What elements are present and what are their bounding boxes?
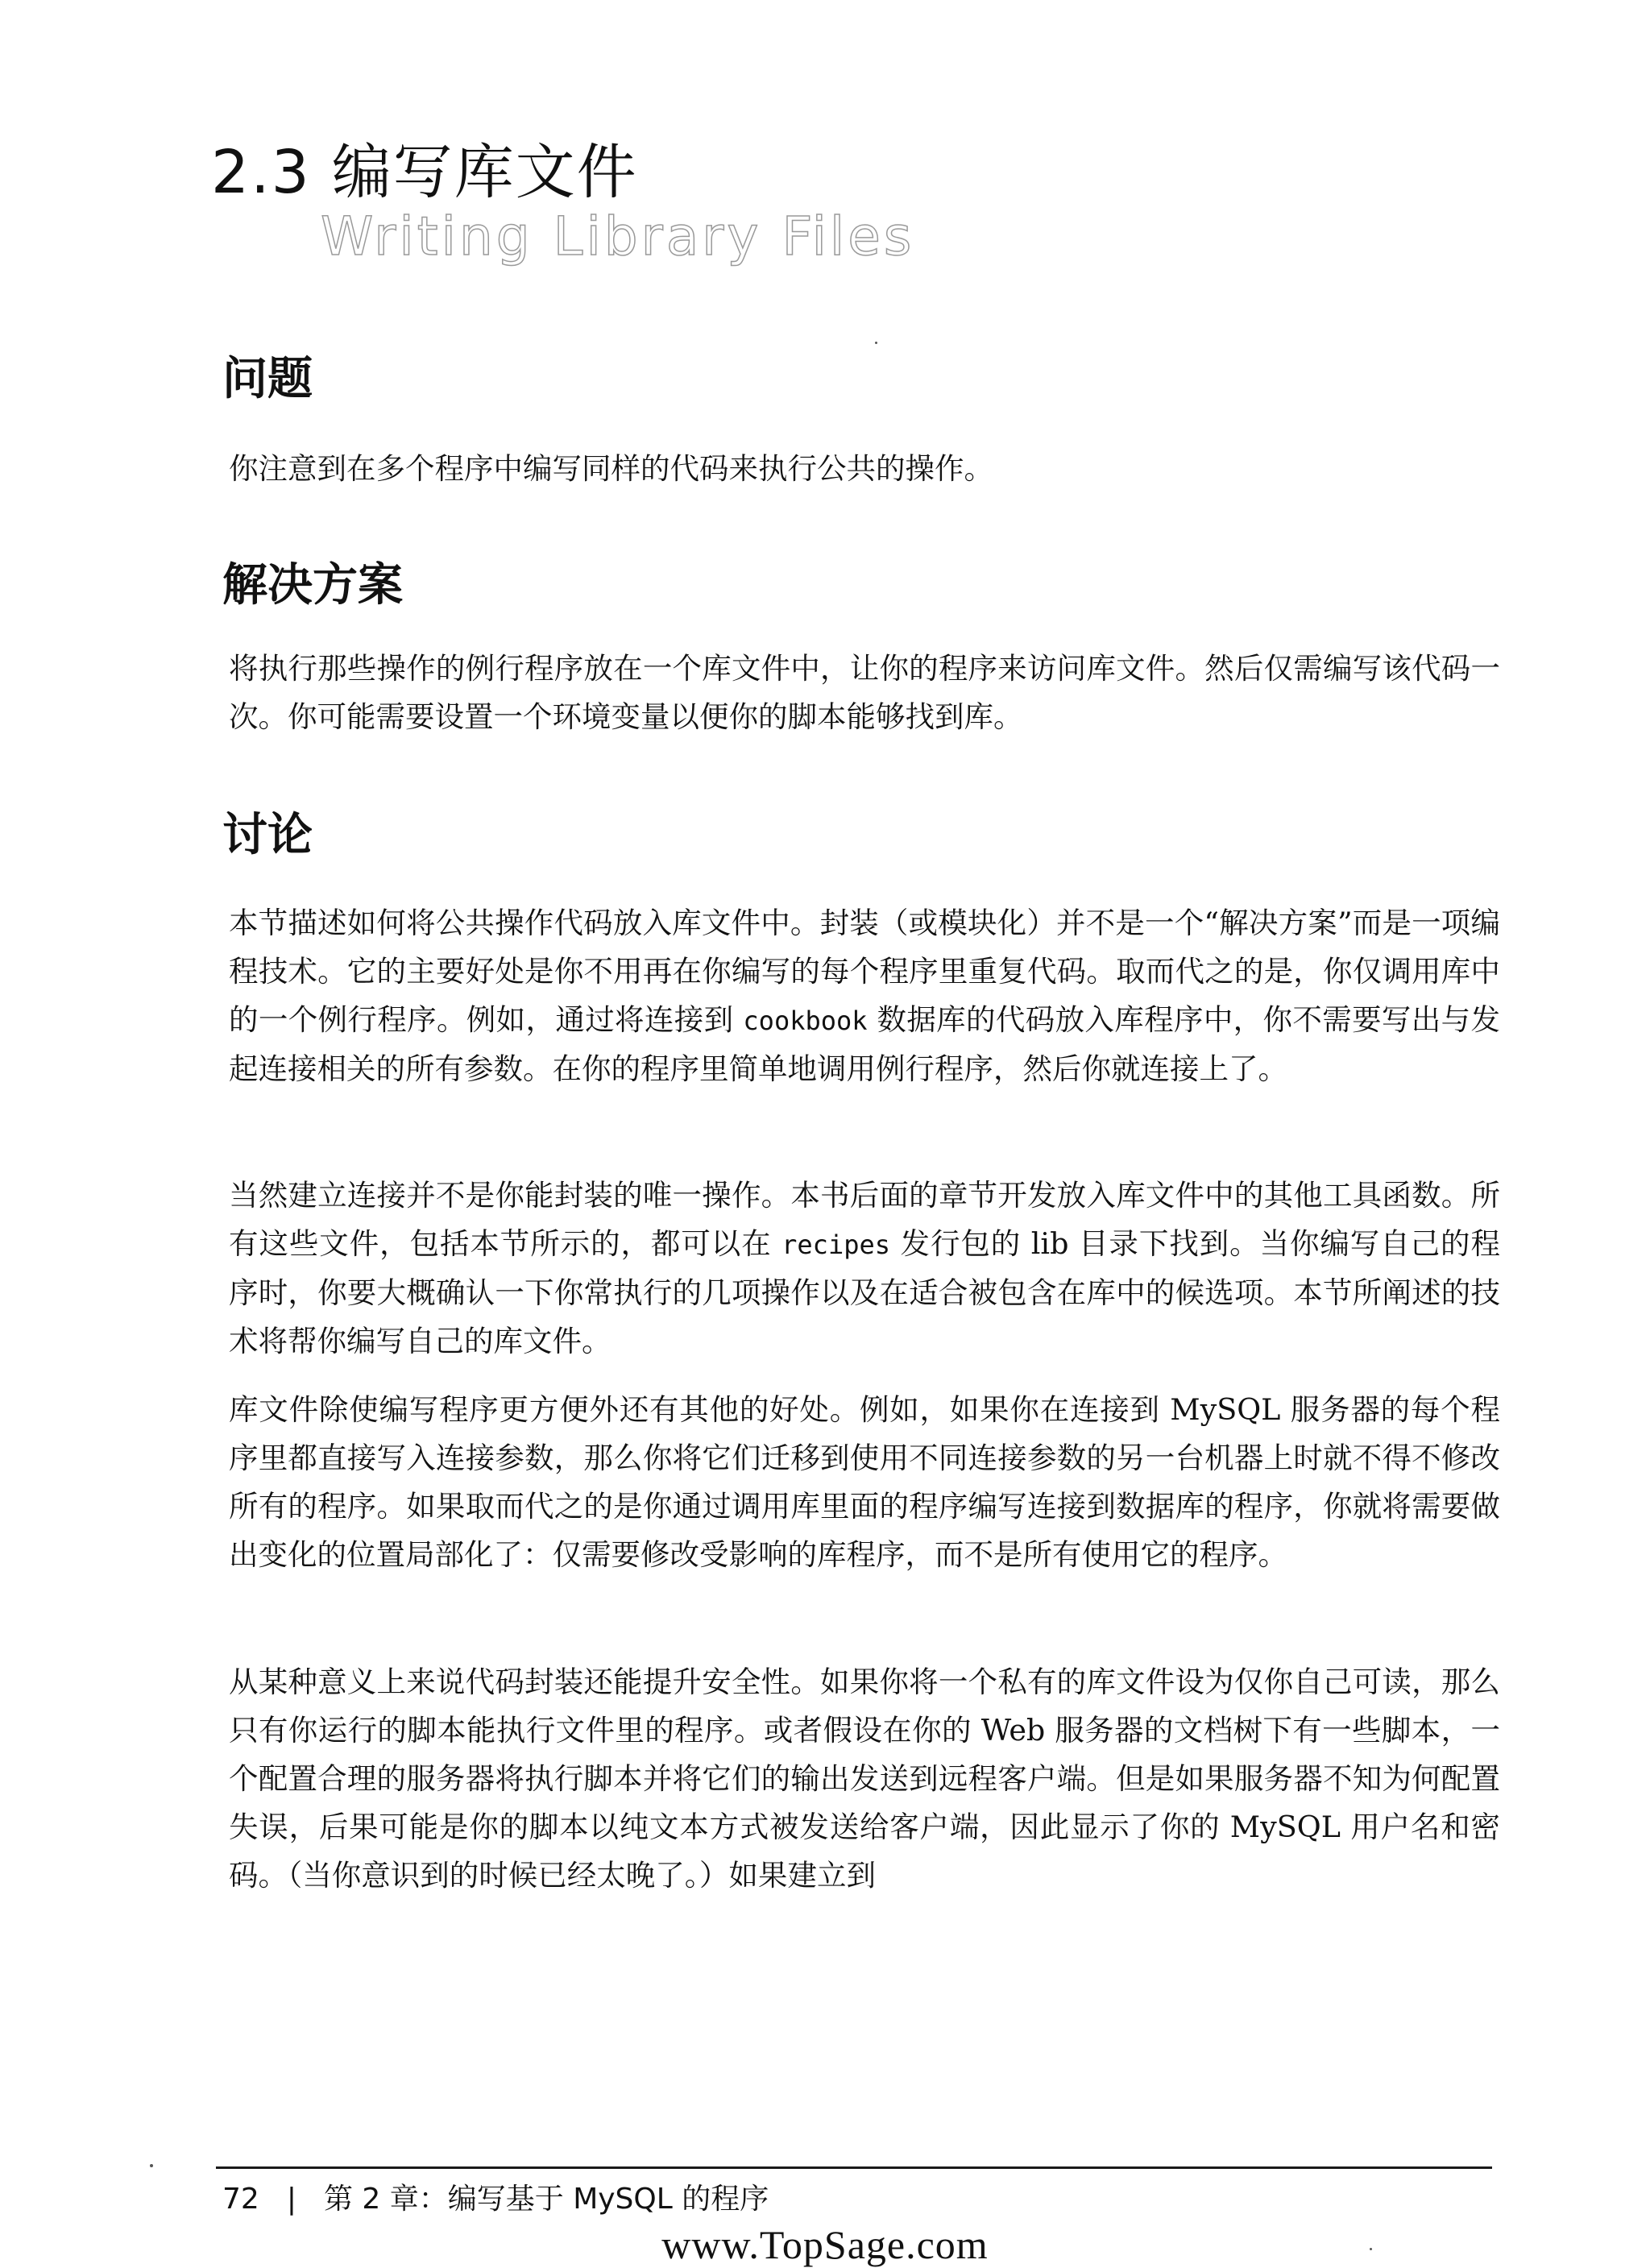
- paragraph-text: 数据库的代码放入库程序中，你不需要写出与发起连接相关的所有参数。在你的程序里简单地调用例行程序，然后你就连接上了。: [229, 1002, 1500, 1086]
- footer-separator: |: [286, 2183, 296, 2216]
- problem-heading: 问题: [222, 353, 313, 405]
- discussion-paragraph-1: [229, 899, 1500, 1093]
- discussion-heading: 讨论: [222, 809, 313, 861]
- scan-speck: [875, 342, 877, 344]
- website-watermark: www.TopSage.com: [661, 2222, 989, 2267]
- section-number: 2.3: [211, 138, 311, 207]
- inline-code-recipes: recipes: [781, 1229, 890, 1260]
- solution-heading: 解决方案: [222, 559, 403, 612]
- discussion-paragraph-4: 从某种意义上来说代码封装还能提升安全性。如果你将一个私有的库文件设为仅你自己可读，那么只有你运行的脚本能执行文件里的程序。或者假设在你的 Web 服务器的文档树下有一些脚本，一个配置合理的服务器将执行脚本并将它们的输出发送到远程客户端。但是如果服务器不知为何配置失误，后果可能是你的脚本以纯文本方式被发送给客户端，因此显示了你的 MySQL 用户名和密码。（当你意识到的时候已经太晚了。）如果建立到: [229, 1665, 1500, 1893]
- paragraph-text: 发行包的 lib 目录下找到。当你编写自己的程序时，你要大概确认一下你常执行的几项操作以及在适合被包含在库中的候选项。本节所阐述的技术将帮你编写自己的库文件。: [229, 1226, 1500, 1358]
- section-heading: [211, 135, 638, 209]
- problem-paragraph: 你注意到在多个程序中编写同样的代码来执行公共的操作。: [229, 451, 993, 486]
- footer-rule: [216, 2166, 1492, 2169]
- chapter-title: 第 2 章：编写基于 MySQL 的程序: [323, 2183, 769, 2216]
- scan-speck: [150, 2164, 153, 2167]
- paragraph-text: 当然建立连接并不是你能封装的唯一操作。本书后面的章节开发放入库文件中的其他工具函数。所有这些文件，包括本节所示的，都可以在: [229, 1178, 1500, 1261]
- section-title: 编写库文件: [331, 138, 638, 207]
- page-footer: [222, 2180, 769, 2219]
- discussion-paragraph-3: 库文件除使编写程序更方便外还有其他的好处。例如，如果你在连接到 MySQL 服务器的每个程序里都直接写入连接参数，那么你将它们迁移到使用不同连接参数的另一台机器上时就不得不修改所有的程序。如果取而代之的是你通过调用库里面的程序编写连接到数据库的程序，你就将需要做出变化的位置局部化了：仅需要修改受影响的库程序，而不是所有使用它的程序。: [229, 1392, 1500, 1572]
- page-number: 72: [222, 2183, 259, 2216]
- section-subtitle: Writing Library Files: [321, 205, 915, 267]
- inline-code-cookbook: cookbook: [743, 1005, 868, 1036]
- scan-speck: [1370, 2248, 1372, 2250]
- solution-paragraph: 将执行那些操作的例行程序放在一个库文件中，让你的程序来访问库文件。然后仅需编写该代码一次。你可能需要设置一个环境变量以便你的脚本能够找到库。: [229, 651, 1500, 734]
- paragraph-text: 本节描述如何将公共操作代码放入库文件中。封装（或模块化）并不是一个“解决方案”而是一项编程技术。它的主要好处是你不用再在你编写的每个程序里重复代码。取而代之的是，你仅调用库中的一个例行程序。例如，通过将连接到: [229, 906, 1500, 1037]
- discussion-paragraph-2: [229, 1171, 1500, 1366]
